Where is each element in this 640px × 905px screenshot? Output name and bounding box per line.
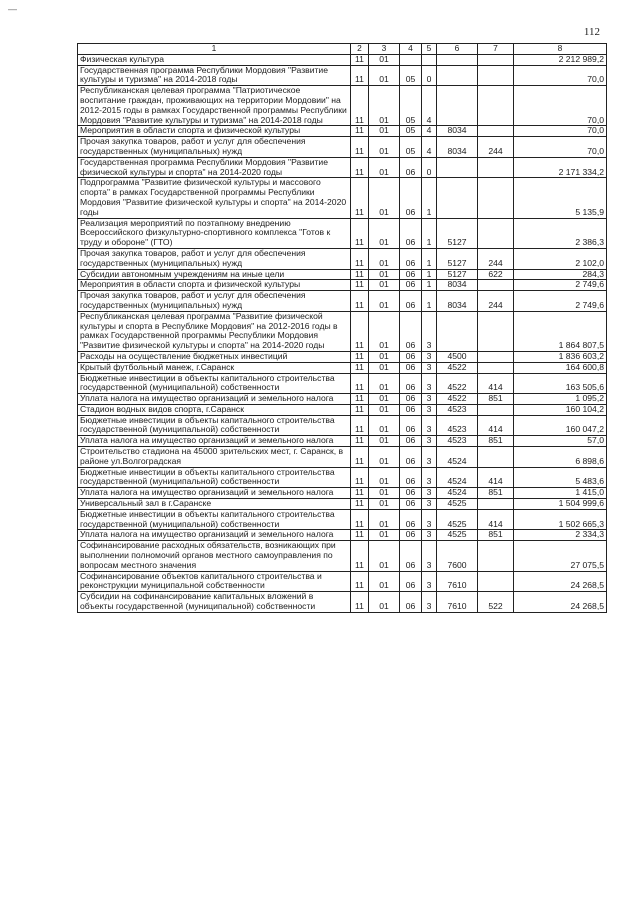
subprogram-code-cell: 4 bbox=[422, 137, 437, 158]
program-code-cell: 06 bbox=[400, 592, 422, 613]
table-row bbox=[78, 404, 607, 415]
program-code-cell bbox=[400, 54, 422, 65]
direction-code-cell: 8034 bbox=[437, 126, 478, 137]
program-code-cell: 05 bbox=[400, 65, 422, 86]
direction-code-cell: 7600 bbox=[437, 541, 478, 571]
table-row bbox=[78, 54, 607, 65]
subprogram-code-cell: 3 bbox=[422, 394, 437, 405]
subsection-code-cell: 01 bbox=[369, 157, 400, 178]
amount-cell: 24 268,5 bbox=[514, 592, 607, 613]
subprogram-code-cell: 4 bbox=[422, 126, 437, 137]
column-header-2: 2 bbox=[351, 44, 369, 55]
column-header-4: 4 bbox=[400, 44, 422, 55]
expense-type-code-cell bbox=[478, 404, 514, 415]
row-name-cell: Физическая культура bbox=[78, 54, 351, 65]
program-code-cell: 06 bbox=[400, 447, 422, 468]
expense-type-code-cell: 414 bbox=[478, 509, 514, 530]
amount-cell: 5 483,6 bbox=[514, 467, 607, 488]
program-code-cell: 06 bbox=[400, 218, 422, 248]
subsection-code-cell: 01 bbox=[369, 311, 400, 351]
subprogram-code-cell: 0 bbox=[422, 157, 437, 178]
program-code-cell: 06 bbox=[400, 373, 422, 394]
expense-type-code-cell bbox=[478, 311, 514, 351]
amount-cell: 5 135,9 bbox=[514, 178, 607, 218]
row-name-cell: Субсидии автономным учреждениям на иные цели bbox=[78, 269, 351, 280]
direction-code-cell: 4523 bbox=[437, 436, 478, 447]
table-row bbox=[78, 362, 607, 373]
table-row bbox=[78, 509, 607, 530]
subsection-code-cell: 01 bbox=[369, 592, 400, 613]
section-code-cell: 11 bbox=[351, 54, 369, 65]
program-code-cell: 06 bbox=[400, 404, 422, 415]
expense-type-code-cell: 244 bbox=[478, 291, 514, 312]
subprogram-code-cell: 3 bbox=[422, 530, 437, 541]
subsection-code-cell: 01 bbox=[369, 541, 400, 571]
row-name-cell: Государственная программа Республики Мордовия "Развитие физической культуры и спорта" на 2014-2020 годы bbox=[78, 157, 351, 178]
program-code-cell: 06 bbox=[400, 248, 422, 269]
expense-type-code-cell bbox=[478, 218, 514, 248]
row-name-cell: Стадион водных видов спорта, г.Саранск bbox=[78, 404, 351, 415]
subprogram-code-cell: 3 bbox=[422, 436, 437, 447]
program-code-cell: 06 bbox=[400, 280, 422, 291]
section-code-cell: 11 bbox=[351, 447, 369, 468]
section-code-cell: 11 bbox=[351, 269, 369, 280]
program-code-cell: 06 bbox=[400, 467, 422, 488]
subsection-code-cell: 01 bbox=[369, 126, 400, 137]
amount-cell: 2 171 334,2 bbox=[514, 157, 607, 178]
section-code-cell: 11 bbox=[351, 362, 369, 373]
table-row bbox=[78, 373, 607, 394]
row-name-cell: Расходы на осуществление бюджетных инвестиций bbox=[78, 351, 351, 362]
program-code-cell: 05 bbox=[400, 137, 422, 158]
table-row bbox=[78, 436, 607, 447]
section-code-cell: 11 bbox=[351, 499, 369, 510]
program-code-cell: 06 bbox=[400, 571, 422, 592]
amount-cell: 70,0 bbox=[514, 86, 607, 126]
direction-code-cell bbox=[437, 65, 478, 86]
row-name-cell: Мероприятия в области спорта и физической культуры bbox=[78, 280, 351, 291]
column-header-8: 8 bbox=[514, 44, 607, 55]
row-name-cell: Уплата налога на имущество организаций и земельного налога bbox=[78, 436, 351, 447]
section-code-cell: 11 bbox=[351, 65, 369, 86]
program-code-cell: 06 bbox=[400, 415, 422, 436]
section-code-cell: 11 bbox=[351, 488, 369, 499]
section-code-cell: 11 bbox=[351, 126, 369, 137]
direction-code-cell: 8034 bbox=[437, 280, 478, 291]
subsection-code-cell: 01 bbox=[369, 530, 400, 541]
table-row bbox=[78, 218, 607, 248]
subprogram-code-cell: 3 bbox=[422, 447, 437, 468]
table-row bbox=[78, 178, 607, 218]
subsection-code-cell: 01 bbox=[369, 86, 400, 126]
subsection-code-cell: 01 bbox=[369, 178, 400, 218]
amount-cell: 2 386,3 bbox=[514, 218, 607, 248]
expense-type-code-cell bbox=[478, 54, 514, 65]
subprogram-code-cell: 3 bbox=[422, 415, 437, 436]
section-code-cell: 11 bbox=[351, 311, 369, 351]
direction-code-cell: 8034 bbox=[437, 291, 478, 312]
amount-cell: 57,0 bbox=[514, 436, 607, 447]
row-name-cell: Бюджетные инвестиции в объекты капитального строительства государственной (муниципальной) собственности bbox=[78, 415, 351, 436]
row-name-cell: Софинансирование расходных обязательств, возникающих при выполнении полномочий органов местного самоуправления по вопросам местного значения bbox=[78, 541, 351, 571]
expense-type-code-cell: 414 bbox=[478, 373, 514, 394]
program-code-cell: 06 bbox=[400, 362, 422, 373]
subsection-code-cell: 01 bbox=[369, 415, 400, 436]
expense-type-code-cell bbox=[478, 447, 514, 468]
amount-cell: 2 102,0 bbox=[514, 248, 607, 269]
row-name-cell: Прочая закупка товаров, работ и услуг для обеспечения государственных (муниципальных) нужд bbox=[78, 248, 351, 269]
program-code-cell: 06 bbox=[400, 509, 422, 530]
expense-type-code-cell: 414 bbox=[478, 467, 514, 488]
program-code-cell: 06 bbox=[400, 541, 422, 571]
direction-code-cell: 4500 bbox=[437, 351, 478, 362]
row-name-cell: Строительство стадиона на 45000 зрительских мест, г. Саранск, в районе ул.Волгоградская bbox=[78, 447, 351, 468]
direction-code-cell: 4523 bbox=[437, 404, 478, 415]
section-code-cell: 11 bbox=[351, 541, 369, 571]
row-name-cell: Прочая закупка товаров, работ и услуг для обеспечения государственных (муниципальных) нужд bbox=[78, 137, 351, 158]
expense-type-code-cell bbox=[478, 65, 514, 86]
section-code-cell: 11 bbox=[351, 157, 369, 178]
row-name-cell: Республиканская целевая программа "Патриотическое воспитание граждан, проживающих на территории Мордовии" на 2012-2015 годы в рамках Государственной программы Республики Мордовия "Развитие культуры и туризма" на 2014-2018 годы bbox=[78, 86, 351, 126]
column-header-3: 3 bbox=[369, 44, 400, 55]
section-code-cell: 11 bbox=[351, 291, 369, 312]
section-code-cell: 11 bbox=[351, 137, 369, 158]
subsection-code-cell: 01 bbox=[369, 499, 400, 510]
section-code-cell: 11 bbox=[351, 218, 369, 248]
expense-type-code-cell: 622 bbox=[478, 269, 514, 280]
row-name-cell: Государственная программа Республики Мордовия "Развитие культуры и туризма" на 2014-2018 годы bbox=[78, 65, 351, 86]
amount-cell: 70,0 bbox=[514, 65, 607, 86]
subsection-code-cell: 01 bbox=[369, 467, 400, 488]
subsection-code-cell: 01 bbox=[369, 404, 400, 415]
table-body bbox=[78, 54, 607, 612]
direction-code-cell: 4524 bbox=[437, 488, 478, 499]
expense-type-code-cell bbox=[478, 157, 514, 178]
program-code-cell: 06 bbox=[400, 157, 422, 178]
expense-type-code-cell bbox=[478, 571, 514, 592]
section-code-cell: 11 bbox=[351, 373, 369, 394]
row-name-cell: Мероприятия в области спорта и физической культуры bbox=[78, 126, 351, 137]
direction-code-cell: 4524 bbox=[437, 447, 478, 468]
expense-type-code-cell: 522 bbox=[478, 592, 514, 613]
table-row bbox=[78, 447, 607, 468]
section-code-cell: 11 bbox=[351, 415, 369, 436]
amount-cell: 1 415,0 bbox=[514, 488, 607, 499]
expense-type-code-cell: 244 bbox=[478, 248, 514, 269]
table-row bbox=[78, 157, 607, 178]
table-row bbox=[78, 291, 607, 312]
subprogram-code-cell: 3 bbox=[422, 592, 437, 613]
expense-type-code-cell: 851 bbox=[478, 436, 514, 447]
row-name-cell: Крытый футбольный манеж, г.Саранск bbox=[78, 362, 351, 373]
direction-code-cell: 7610 bbox=[437, 571, 478, 592]
expense-type-code-cell bbox=[478, 178, 514, 218]
section-code-cell: 11 bbox=[351, 592, 369, 613]
row-name-cell: Республиканская целевая программа "Развитие физической культуры и спорта в Республике Мордовия" на 2012-2016 годы в рамках Государственной программы Республики Мордовия "Развитие физической культуры и спорта" на 2014-2020 годы bbox=[78, 311, 351, 351]
section-code-cell: 11 bbox=[351, 530, 369, 541]
expense-type-code-cell: 851 bbox=[478, 488, 514, 499]
direction-code-cell bbox=[437, 157, 478, 178]
direction-code-cell bbox=[437, 311, 478, 351]
amount-cell: 1 836 603,2 bbox=[514, 351, 607, 362]
amount-cell: 164 600,8 bbox=[514, 362, 607, 373]
program-code-cell: 06 bbox=[400, 394, 422, 405]
subprogram-code-cell: 1 bbox=[422, 248, 437, 269]
subprogram-code-cell: 1 bbox=[422, 280, 437, 291]
table-row bbox=[78, 530, 607, 541]
program-code-cell: 06 bbox=[400, 499, 422, 510]
amount-cell: 160 047,2 bbox=[514, 415, 607, 436]
direction-code-cell: 4525 bbox=[437, 530, 478, 541]
subprogram-code-cell: 3 bbox=[422, 351, 437, 362]
subsection-code-cell: 01 bbox=[369, 373, 400, 394]
amount-cell: 6 898,6 bbox=[514, 447, 607, 468]
subsection-code-cell: 01 bbox=[369, 509, 400, 530]
subsection-code-cell: 01 bbox=[369, 436, 400, 447]
section-code-cell: 11 bbox=[351, 467, 369, 488]
subsection-code-cell: 01 bbox=[369, 362, 400, 373]
subprogram-code-cell: 1 bbox=[422, 178, 437, 218]
expense-type-code-cell bbox=[478, 351, 514, 362]
table-row bbox=[78, 488, 607, 499]
amount-cell: 27 075,5 bbox=[514, 541, 607, 571]
direction-code-cell: 5127 bbox=[437, 218, 478, 248]
table-row bbox=[78, 137, 607, 158]
subsection-code-cell: 01 bbox=[369, 291, 400, 312]
subprogram-code-cell: 1 bbox=[422, 291, 437, 312]
subsection-code-cell: 01 bbox=[369, 218, 400, 248]
direction-code-cell: 4522 bbox=[437, 394, 478, 405]
amount-cell: 70,0 bbox=[514, 137, 607, 158]
subprogram-code-cell: 1 bbox=[422, 269, 437, 280]
table-row bbox=[78, 65, 607, 86]
expense-type-code-cell bbox=[478, 126, 514, 137]
amount-cell: 1 095,2 bbox=[514, 394, 607, 405]
column-header-5: 5 bbox=[422, 44, 437, 55]
program-code-cell: 05 bbox=[400, 126, 422, 137]
section-code-cell: 11 bbox=[351, 436, 369, 447]
expense-type-code-cell: 414 bbox=[478, 415, 514, 436]
direction-code-cell: 4522 bbox=[437, 373, 478, 394]
expense-type-code-cell bbox=[478, 499, 514, 510]
subprogram-code-cell: 3 bbox=[422, 571, 437, 592]
section-code-cell: 11 bbox=[351, 351, 369, 362]
program-code-cell: 06 bbox=[400, 530, 422, 541]
subsection-code-cell: 01 bbox=[369, 280, 400, 291]
program-code-cell: 05 bbox=[400, 86, 422, 126]
expense-type-code-cell: 851 bbox=[478, 394, 514, 405]
subprogram-code-cell bbox=[422, 54, 437, 65]
section-code-cell: 11 bbox=[351, 571, 369, 592]
subprogram-code-cell: 3 bbox=[422, 499, 437, 510]
subprogram-code-cell: 3 bbox=[422, 467, 437, 488]
subprogram-code-cell: 4 bbox=[422, 86, 437, 126]
subprogram-code-cell: 3 bbox=[422, 311, 437, 351]
section-code-cell: 11 bbox=[351, 178, 369, 218]
budget-table bbox=[77, 43, 607, 613]
row-name-cell: Реализация мероприятий по поэтапному внедрению Всероссийского физкультурно-спортивного комплекса "Готов к труду и обороне" (ГТО) bbox=[78, 218, 351, 248]
direction-code-cell: 4525 bbox=[437, 499, 478, 510]
expense-type-code-cell bbox=[478, 86, 514, 126]
direction-code-cell: 4523 bbox=[437, 415, 478, 436]
subprogram-code-cell: 0 bbox=[422, 65, 437, 86]
table-row bbox=[78, 269, 607, 280]
program-code-cell: 06 bbox=[400, 488, 422, 499]
expense-type-code-cell bbox=[478, 541, 514, 571]
row-name-cell: Уплата налога на имущество организаций и земельного налога bbox=[78, 394, 351, 405]
subsection-code-cell: 01 bbox=[369, 571, 400, 592]
amount-cell: 160 104,2 bbox=[514, 404, 607, 415]
subsection-code-cell: 01 bbox=[369, 351, 400, 362]
amount-cell: 1 864 807,5 bbox=[514, 311, 607, 351]
program-code-cell: 06 bbox=[400, 311, 422, 351]
section-code-cell: 11 bbox=[351, 404, 369, 415]
header-row bbox=[78, 44, 607, 55]
row-name-cell: Уплата налога на имущество организаций и земельного налога bbox=[78, 530, 351, 541]
subprogram-code-cell: 3 bbox=[422, 404, 437, 415]
column-header-6: 6 bbox=[437, 44, 478, 55]
table-row bbox=[78, 311, 607, 351]
column-header-7: 7 bbox=[478, 44, 514, 55]
program-code-cell: 06 bbox=[400, 436, 422, 447]
row-name-cell: Уплата налога на имущество организаций и земельного налога bbox=[78, 488, 351, 499]
amount-cell: 1 502 665,3 bbox=[514, 509, 607, 530]
subprogram-code-cell: 3 bbox=[422, 509, 437, 530]
table-row bbox=[78, 86, 607, 126]
amount-cell: 2 749,6 bbox=[514, 291, 607, 312]
direction-code-cell: 4522 bbox=[437, 362, 478, 373]
table-row bbox=[78, 467, 607, 488]
row-name-cell: Бюджетные инвестиции в объекты капитального строительства государственной (муниципальной) собственности bbox=[78, 509, 351, 530]
expense-type-code-cell: 244 bbox=[478, 137, 514, 158]
row-name-cell: Подпрограмма "Развитие физической культуры и массового спорта" в рамках Государственной программы Республики Мордовия "Развитие физической культуры и спорта" на 2014-2020 годы bbox=[78, 178, 351, 218]
table-row bbox=[78, 280, 607, 291]
table-row bbox=[78, 541, 607, 571]
direction-code-cell: 5127 bbox=[437, 248, 478, 269]
section-code-cell: 11 bbox=[351, 280, 369, 291]
subsection-code-cell: 01 bbox=[369, 248, 400, 269]
row-name-cell: Субсидии на софинансирование капитальных вложений в объекты государственной (муниципальной) собственности bbox=[78, 592, 351, 613]
subprogram-code-cell: 3 bbox=[422, 541, 437, 571]
table-row bbox=[78, 592, 607, 613]
subsection-code-cell: 01 bbox=[369, 137, 400, 158]
table-row bbox=[78, 571, 607, 592]
row-name-cell: Универсальный зал в г.Саранске bbox=[78, 499, 351, 510]
section-code-cell: 11 bbox=[351, 509, 369, 530]
row-name-cell: Бюджетные инвестиции в объекты капитального строительства государственной (муниципальной) собственности bbox=[78, 373, 351, 394]
table-row bbox=[78, 351, 607, 362]
program-code-cell: 06 bbox=[400, 178, 422, 218]
table-row bbox=[78, 248, 607, 269]
subprogram-code-cell: 1 bbox=[422, 218, 437, 248]
program-code-cell: 06 bbox=[400, 291, 422, 312]
amount-cell: 2 212 989,2 bbox=[514, 54, 607, 65]
expense-type-code-cell bbox=[478, 280, 514, 291]
subprogram-code-cell: 3 bbox=[422, 488, 437, 499]
table-row bbox=[78, 415, 607, 436]
direction-code-cell: 7610 bbox=[437, 592, 478, 613]
column-header-1: 1 bbox=[78, 44, 351, 55]
direction-code-cell: 5127 bbox=[437, 269, 478, 280]
expense-type-code-cell: 851 bbox=[478, 530, 514, 541]
section-code-cell: 11 bbox=[351, 248, 369, 269]
corner-mark: — bbox=[8, 4, 17, 14]
subsection-code-cell: 01 bbox=[369, 394, 400, 405]
subprogram-code-cell: 3 bbox=[422, 362, 437, 373]
amount-cell: 2 749,6 bbox=[514, 280, 607, 291]
direction-code-cell: 4525 bbox=[437, 509, 478, 530]
amount-cell: 70,0 bbox=[514, 126, 607, 137]
subprogram-code-cell: 3 bbox=[422, 373, 437, 394]
subsection-code-cell: 01 bbox=[369, 269, 400, 280]
program-code-cell: 06 bbox=[400, 269, 422, 280]
direction-code-cell bbox=[437, 54, 478, 65]
direction-code-cell bbox=[437, 86, 478, 126]
expense-type-code-cell bbox=[478, 362, 514, 373]
table-row bbox=[78, 126, 607, 137]
subsection-code-cell: 01 bbox=[369, 488, 400, 499]
amount-cell: 284,3 bbox=[514, 269, 607, 280]
amount-cell: 163 505,6 bbox=[514, 373, 607, 394]
direction-code-cell bbox=[437, 178, 478, 218]
row-name-cell: Прочая закупка товаров, работ и услуг для обеспечения государственных (муниципальных) нужд bbox=[78, 291, 351, 312]
subsection-code-cell: 01 bbox=[369, 65, 400, 86]
amount-cell: 24 268,5 bbox=[514, 571, 607, 592]
section-code-cell: 11 bbox=[351, 394, 369, 405]
amount-cell: 2 334,3 bbox=[514, 530, 607, 541]
direction-code-cell: 4524 bbox=[437, 467, 478, 488]
row-name-cell: Софинансирование объектов капитального строительства и реконструкции муниципальной собственности bbox=[78, 571, 351, 592]
amount-cell: 1 504 999,6 bbox=[514, 499, 607, 510]
table-row bbox=[78, 499, 607, 510]
subsection-code-cell: 01 bbox=[369, 54, 400, 65]
subsection-code-cell: 01 bbox=[369, 447, 400, 468]
section-code-cell: 11 bbox=[351, 86, 369, 126]
page-number: 112 bbox=[583, 26, 600, 38]
table-row bbox=[78, 394, 607, 405]
direction-code-cell: 8034 bbox=[437, 137, 478, 158]
program-code-cell: 06 bbox=[400, 351, 422, 362]
row-name-cell: Бюджетные инвестиции в объекты капитального строительства государственной (муниципальной) собственности bbox=[78, 467, 351, 488]
